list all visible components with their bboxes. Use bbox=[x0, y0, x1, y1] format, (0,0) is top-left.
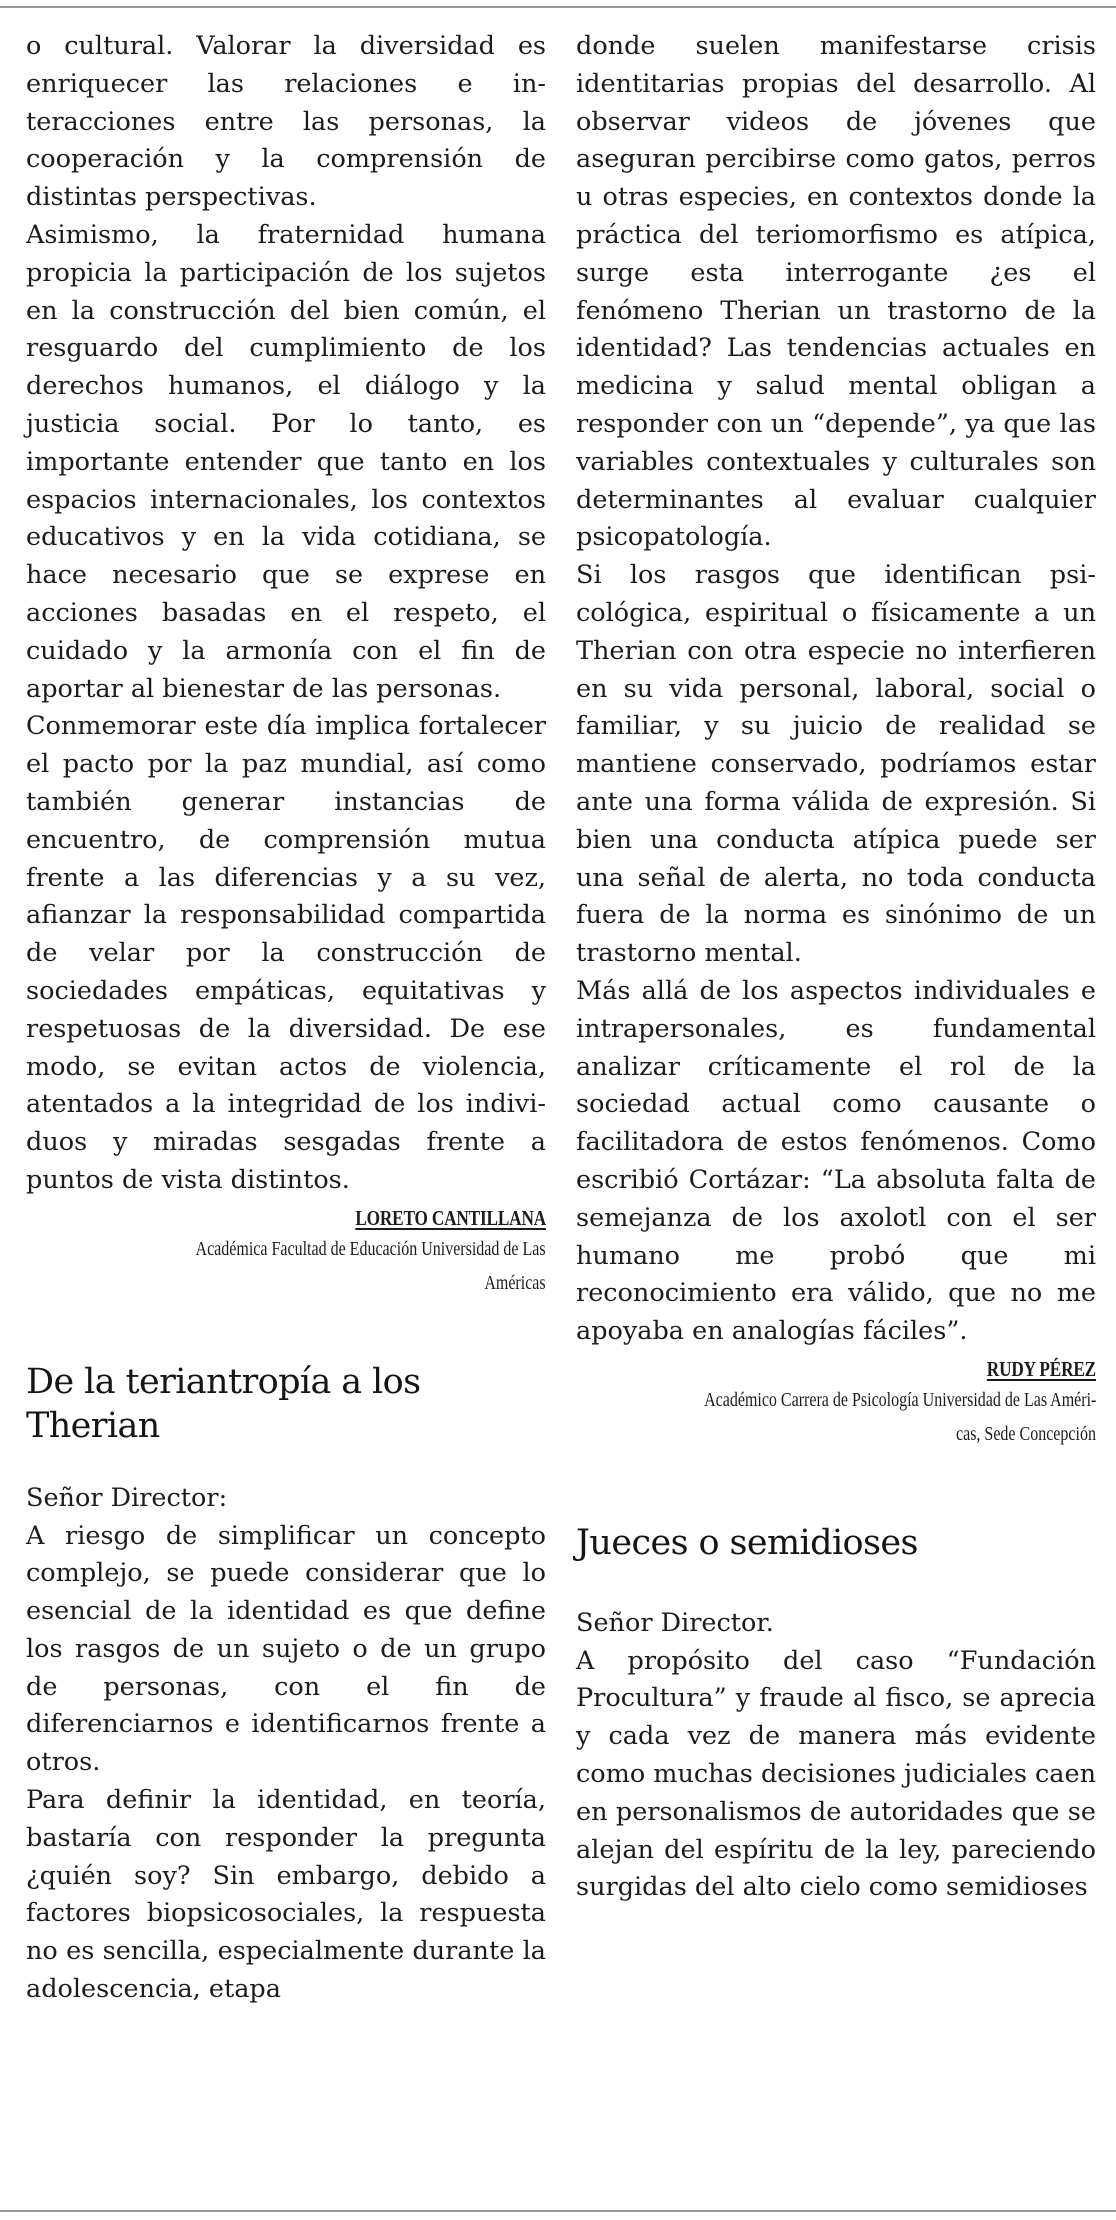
author-affiliation-line: Académica Facultad de Educación Universidad de Las bbox=[195, 1237, 546, 1260]
author-affiliation-line: cas, Sede Concepción bbox=[956, 1422, 1096, 1445]
letter2-paragraph: A riesgo de simplificar un concepto complejo, se puede considerar que lo esencial de la identidad es que define los rasgos de un sujeto o de un grupo de personas, con el fin de diferenciarnos e identificarnos frente a otros. bbox=[26, 1520, 546, 1778]
letter1-paragraph: Asimismo, la fraternidad humana propicia la participación de los sujetos en la construcción del bien común, el resguardo del cumplimiento de los derechos humanos, el diálogo y la justicia social. Por lo tanto, es importante entender que tanto en los espacios internacionales, los contextos educativos y en la vida cotidiana, se hace necesario que se exprese en acciones basadas en el respeto, el cuidado y la armonía con el fin de aportar al bienestar de las personas. bbox=[26, 219, 546, 704]
salutation: Señor Director: bbox=[26, 1482, 228, 1513]
author-name: RUDY PÉREZ bbox=[986, 1356, 1096, 1381]
author-name: LORETO CANTILLANA bbox=[355, 1205, 546, 1230]
author-affiliation-line: Académico Carrera de Psicología Universidad de Las Améri- bbox=[703, 1388, 1096, 1411]
letter-headline: Jueces o semidioses bbox=[576, 1522, 918, 1563]
author-affiliation-line: Américas bbox=[484, 1271, 546, 1294]
newspaper-page bbox=[26, 28, 1096, 2198]
letter2-paragraph: Más allá de los aspectos individuales e intrapersonales, es fundamental analizar críticamente el rol de la sociedad actual como causante o facilitadora de estos fenómenos. Como escribió Cortázar: “La absoluta falta de semejanza de los axolotl con el ser humano me probó que mi reconocimiento era válido, que no me apoyaba en analogías fáciles”. bbox=[576, 975, 1096, 1347]
letter3-paragraph: A propósito del caso “Fundación Procultura” y fraude al fisco, se aprecia y cada vez de manera más evidente como muchas decisiones judiciales caen en personalismos de autoridades que se alejan del espíritu de la ley, pareciendo surgidas del alto cielo como semidioses bbox=[576, 1645, 1097, 1903]
letter2-paragraph: Para definir la identidad, en teoría, bastaría con responder la pregunta ¿quién soy? Sin embargo, debido a factores biopsicosociales, la respuesta no es sencilla, especialmente durante la adolescencia, etapa bbox=[26, 1785, 546, 2005]
letter2-paragraph: Si los rasgos que identifican psicológica, espiritual o físicamente a un Therian con otra especie no interfieren en su vida personal, laboral, social o familiar, y su juicio de realidad se mantiene conservado, podríamos estar ante una forma válida de expresión. Si bien una conducta atípica puede ser una señal de alerta, no toda conducta fuera de la norma es sinónimo de un trastorno mental. bbox=[576, 560, 1096, 969]
letter1-paragraph: Conmemorar este día implica fortalecer el pacto por la paz mundial, así como también generar instancias de encuentro, de comprensión mutua frente a las diferencias y a su vez, afianzar la responsabilidad compartida de velar por la construcción de sociedades empáticas, equitativas y respetuosas de la diversidad. De ese modo, se evitan actos de violencia, atentados a la integridad de los individuos y miradas sesgadas frente a puntos de vista distintos. bbox=[26, 711, 546, 1195]
letter1-paragraph: o cultural. Valorar la diversidad es enriquecer las relaciones e interacciones entre las personas, la cooperación y la comprensión de distintas perspectivas. bbox=[26, 31, 546, 213]
letter-headline: De la teriantropía a los Therian bbox=[26, 1361, 421, 1446]
top-rule bbox=[0, 6, 1116, 8]
letter2-signature bbox=[576, 1355, 1096, 1451]
salutation: Señor Director. bbox=[576, 1607, 774, 1638]
left-column bbox=[26, 28, 546, 2198]
right-column bbox=[576, 28, 1096, 2198]
letter2-paragraph: donde suelen manifestarse crisis identitarias propias del desarrollo. Al observar videos de jóvenes que aseguran percibirse como gatos, perros u otras especies, en contextos donde la práctica del teriomorfismo es atípica, surge esta interrogante ¿es el fenómeno Therian un trastorno de la identidad? Las tendencias actuales en medicina y salud mental obligan a responder con un “depende”, ya que las variables contextuales y culturales son determinantes al evaluar cualquier psicopatología. bbox=[576, 31, 1096, 553]
bottom-rule bbox=[0, 2210, 1116, 2212]
letter1-signature bbox=[26, 1204, 546, 1300]
